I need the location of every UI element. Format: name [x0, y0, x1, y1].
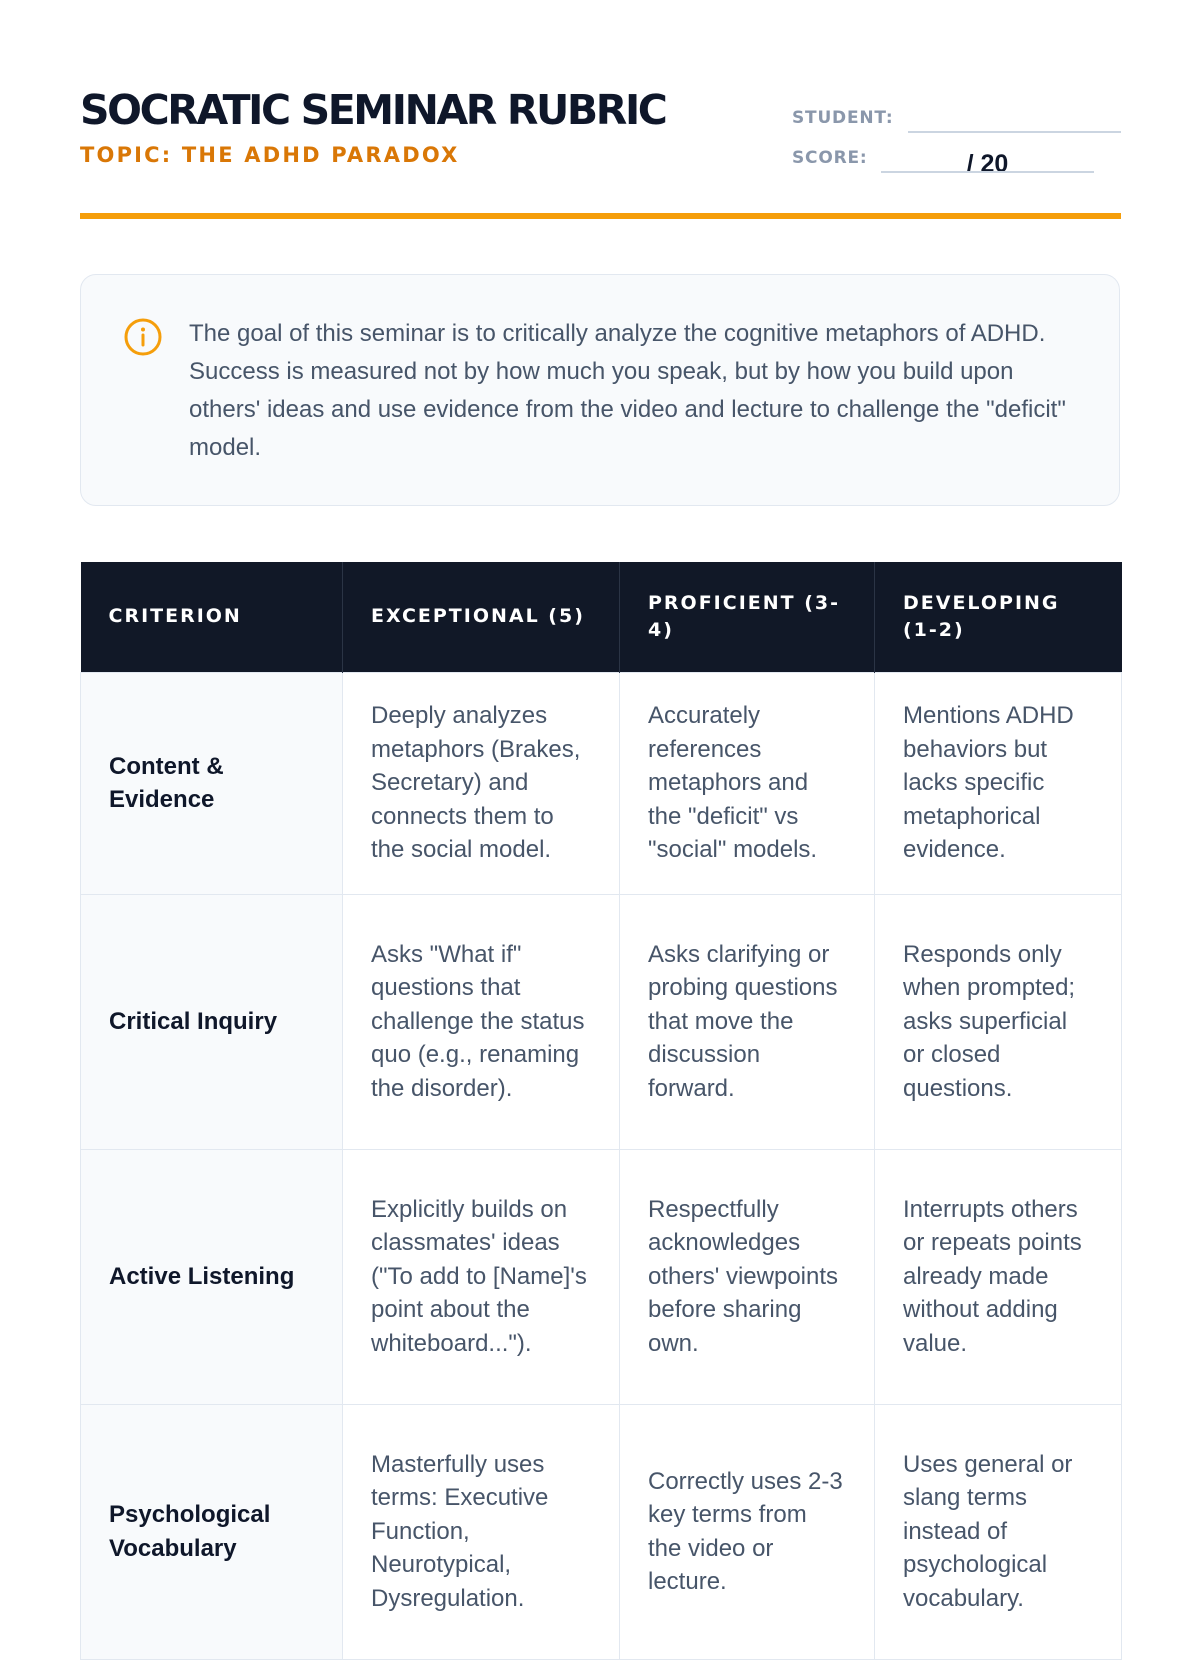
topic-subtitle: TOPIC: THE ADHD PARADOX: [80, 143, 460, 167]
table-row: [81, 1149, 1122, 1404]
criterion-cell: Critical Inquiry: [81, 894, 343, 1149]
info-callout: [80, 274, 1120, 506]
table-row: [81, 894, 1122, 1149]
developing-cell: Mentions ADHD behaviors but lacks specific metaphorical evidence.: [875, 672, 1122, 894]
developing-cell: Interrupts others or repeats points already made without adding value.: [875, 1149, 1122, 1404]
column-header-exceptional: EXCEPTIONAL (5): [343, 562, 620, 672]
info-text: The goal of this seminar is to critically analyze the cognitive metaphors of ADHD. Success is measured not by how much you speak, but by how you build upon others' ideas and use evidence from the video and lecture to challenge the "deficit" model.: [189, 320, 1066, 461]
criterion-cell: Active Listening: [81, 1149, 343, 1404]
proficient-cell: Respectfully acknowledges others' viewpoints before sharing own.: [620, 1149, 875, 1404]
table-row: [81, 1404, 1122, 1659]
developing-cell: Responds only when prompted; asks superficial or closed questions.: [875, 894, 1122, 1149]
exceptional-cell: Asks "What if" questions that challenge the status quo (e.g., renaming the disorder).: [343, 894, 620, 1149]
table-header-row: [81, 562, 1122, 672]
page-title: SOCRATIC SEMINAR RUBRIC: [80, 86, 666, 134]
proficient-cell: Accurately references metaphors and the "deficit" vs "social" models.: [620, 672, 875, 894]
student-name-field[interactable]: [908, 131, 1121, 133]
info-circle-icon: [123, 317, 163, 357]
criterion-cell: Content & Evidence: [81, 672, 343, 894]
student-label: STUDENT:: [792, 108, 894, 128]
rubric-table: [80, 562, 1122, 1660]
column-header-criterion: CRITERION: [81, 562, 343, 672]
score-value: / 20: [966, 150, 1009, 178]
score-field[interactable]: [881, 171, 1094, 173]
header-divider: [80, 213, 1121, 219]
exceptional-cell: Deeply analyzes metaphors (Brakes, Secretary) and connects them to the social model.: [343, 672, 620, 894]
exceptional-cell: Masterfully uses terms: Executive Function, Neurotypical, Dysregulation.: [343, 1404, 620, 1659]
exceptional-cell: Explicitly builds on classmates' ideas ("To add to [Name]'s point about the whiteboard...").: [343, 1149, 620, 1404]
proficient-cell: Correctly uses 2-3 key terms from the video or lecture.: [620, 1404, 875, 1659]
table-row: [81, 672, 1122, 894]
column-header-proficient: PROFICIENT (3-4): [620, 562, 875, 672]
proficient-cell: Asks clarifying or probing questions that move the discussion forward.: [620, 894, 875, 1149]
criterion-cell: Psychological Vocabulary: [81, 1404, 343, 1659]
column-header-developing: DEVELOPING (1-2): [875, 562, 1122, 672]
developing-cell: Uses general or slang terms instead of psychological vocabulary.: [875, 1404, 1122, 1659]
score-label: SCORE:: [792, 148, 868, 168]
